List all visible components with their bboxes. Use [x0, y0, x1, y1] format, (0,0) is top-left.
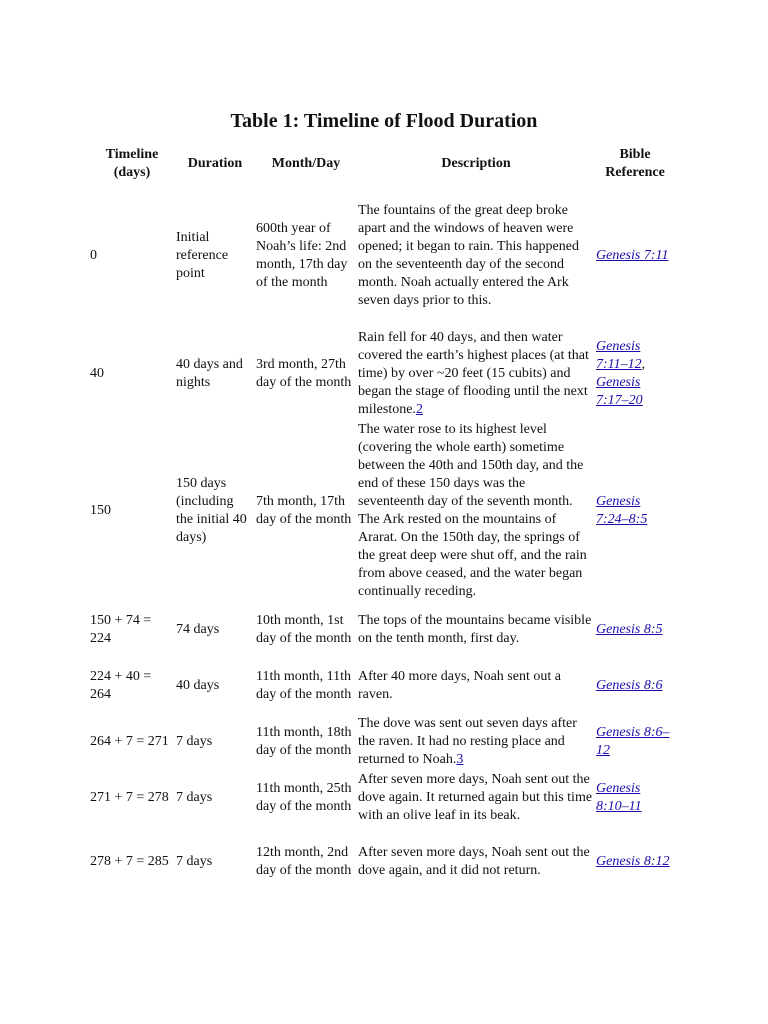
month-day-cell: 11th month, 18th day of the month	[256, 725, 352, 758]
description-cell	[357, 420, 595, 602]
table-row	[89, 658, 675, 714]
table-row	[89, 826, 675, 898]
duration-cell: 40 days	[176, 678, 220, 693]
description-cell	[357, 602, 595, 658]
bible-reference-link[interactable]: Genesis 8:12	[596, 854, 670, 869]
description-text: The dove was sent out seven days after the raven. It had no resting place and returned to Noah.	[358, 716, 577, 767]
table-row	[89, 714, 675, 770]
header-month-day: Month/Day	[271, 156, 341, 171]
footnote-link[interactable]: 3	[456, 752, 464, 767]
duration-cell: 7 days	[176, 734, 213, 749]
table-row	[89, 602, 675, 658]
month-day-cell: 11th month, 25th day of the month	[256, 781, 352, 814]
description-cell	[357, 826, 595, 898]
timeline-cell: 150	[90, 503, 111, 518]
reference-separator: ,	[641, 357, 646, 372]
reference-cell	[595, 658, 675, 714]
table-row	[89, 328, 675, 420]
header-timeline: Timeline (days)	[105, 147, 159, 180]
bible-reference-link[interactable]: Genesis 8:5	[596, 622, 663, 637]
description-cell	[357, 714, 595, 770]
timeline-cell: 150 + 74 = 224	[90, 613, 152, 646]
timeline-cell: 271 + 7 = 278	[90, 790, 169, 805]
timeline-cell: 0	[90, 247, 97, 263]
bible-reference-link[interactable]: Genesis 7:17–20	[596, 375, 643, 408]
duration-cell: 40 days and nights	[176, 357, 243, 390]
reference-cell	[595, 714, 675, 770]
bible-reference-link[interactable]: Genesis 8:6	[596, 678, 663, 693]
header-bible-reference: Bible Reference	[605, 147, 665, 180]
reference-cell	[595, 826, 675, 898]
table-body	[89, 183, 675, 898]
reference-cell	[595, 770, 675, 826]
description-text: After 40 more days, Noah sent out a raven.	[358, 669, 561, 702]
month-day-cell: 600th year of Noah’s life: 2nd month, 17th day of the month	[256, 220, 348, 290]
description-cell	[357, 770, 595, 826]
duration-cell: Initial reference point	[176, 229, 229, 281]
description-text: After seven more days, Noah sent out the dove again. It returned again but this time with an olive leaf in its beak.	[358, 772, 593, 823]
month-day-cell: 12th month, 2nd day of the month	[256, 845, 352, 878]
reference-cell	[595, 183, 675, 328]
description-text: The tops of the mountains became visible on the tenth month, first day.	[358, 613, 592, 646]
footnote-link[interactable]: 2	[415, 402, 423, 417]
description-text: Rain fell for 40 days, and then water covered the earth’s highest places (at that time) by over ~20 feet (15 cubits) and began the stage of flooding until the next milestone.	[358, 330, 589, 417]
month-day-cell: 11th month, 11th day of the month	[256, 669, 352, 702]
table-row	[89, 420, 675, 602]
timeline-cell: 40	[90, 366, 104, 381]
table-row	[89, 183, 675, 328]
timeline-cell: 264 + 7 = 271	[90, 734, 169, 749]
description-text: The water rose to its highest level (covering the whole earth) sometime between the 40th and 150th day, and the end of these 150 days was the seventeenth day of the seventh month. The Ark rested on the mountains of Ararat. On the 150th day, the springs of the great deep were shut off, and the rain from above ceased, and the water began continually receding.	[358, 422, 587, 599]
duration-cell: 7 days	[176, 790, 213, 805]
bible-reference-link[interactable]: Genesis 7:24–8:5	[596, 494, 648, 527]
bible-reference-link[interactable]: Genesis 8:10–11	[596, 781, 642, 814]
timeline-cell: 224 + 40 = 264	[90, 669, 152, 702]
bible-reference-link[interactable]: Genesis 7:11–12	[596, 339, 642, 372]
month-day-cell: 10th month, 1st day of the month	[256, 613, 352, 646]
duration-cell: 150 days (including the initial 40 days)	[176, 476, 247, 545]
bible-reference-link[interactable]: Genesis 7:11	[596, 247, 669, 263]
table-row	[89, 770, 675, 826]
description-cell	[357, 183, 595, 328]
month-day-cell: 7th month, 17th day of the month	[256, 494, 352, 527]
description-text: The fountains of the great deep broke apart and the windows of heaven were opened; it began to rain. This happened on the seventeenth day of the second month. Noah actually entered the Ark seven days prior to this.	[358, 202, 579, 308]
reference-cell	[595, 602, 675, 658]
description-cell	[357, 658, 595, 714]
page-title: Table 1: Timeline of Flood Duration	[230, 110, 538, 133]
month-day-cell: 3rd month, 27th day of the month	[256, 357, 352, 390]
duration-cell: 74 days	[176, 622, 220, 637]
header-duration: Duration	[187, 156, 243, 171]
reference-cell	[595, 420, 675, 602]
bible-reference-link[interactable]: Genesis 8:6–12	[596, 725, 670, 758]
description-text: After seven more days, Noah sent out the dove again, and it did not return.	[358, 845, 590, 878]
timeline-cell: 278 + 7 = 285	[90, 854, 169, 869]
header-description: Description	[441, 156, 511, 171]
reference-cell	[595, 328, 675, 420]
duration-cell: 7 days	[176, 854, 213, 869]
header-row	[89, 145, 675, 183]
description-cell	[357, 328, 595, 420]
flood-timeline-table	[89, 145, 675, 898]
